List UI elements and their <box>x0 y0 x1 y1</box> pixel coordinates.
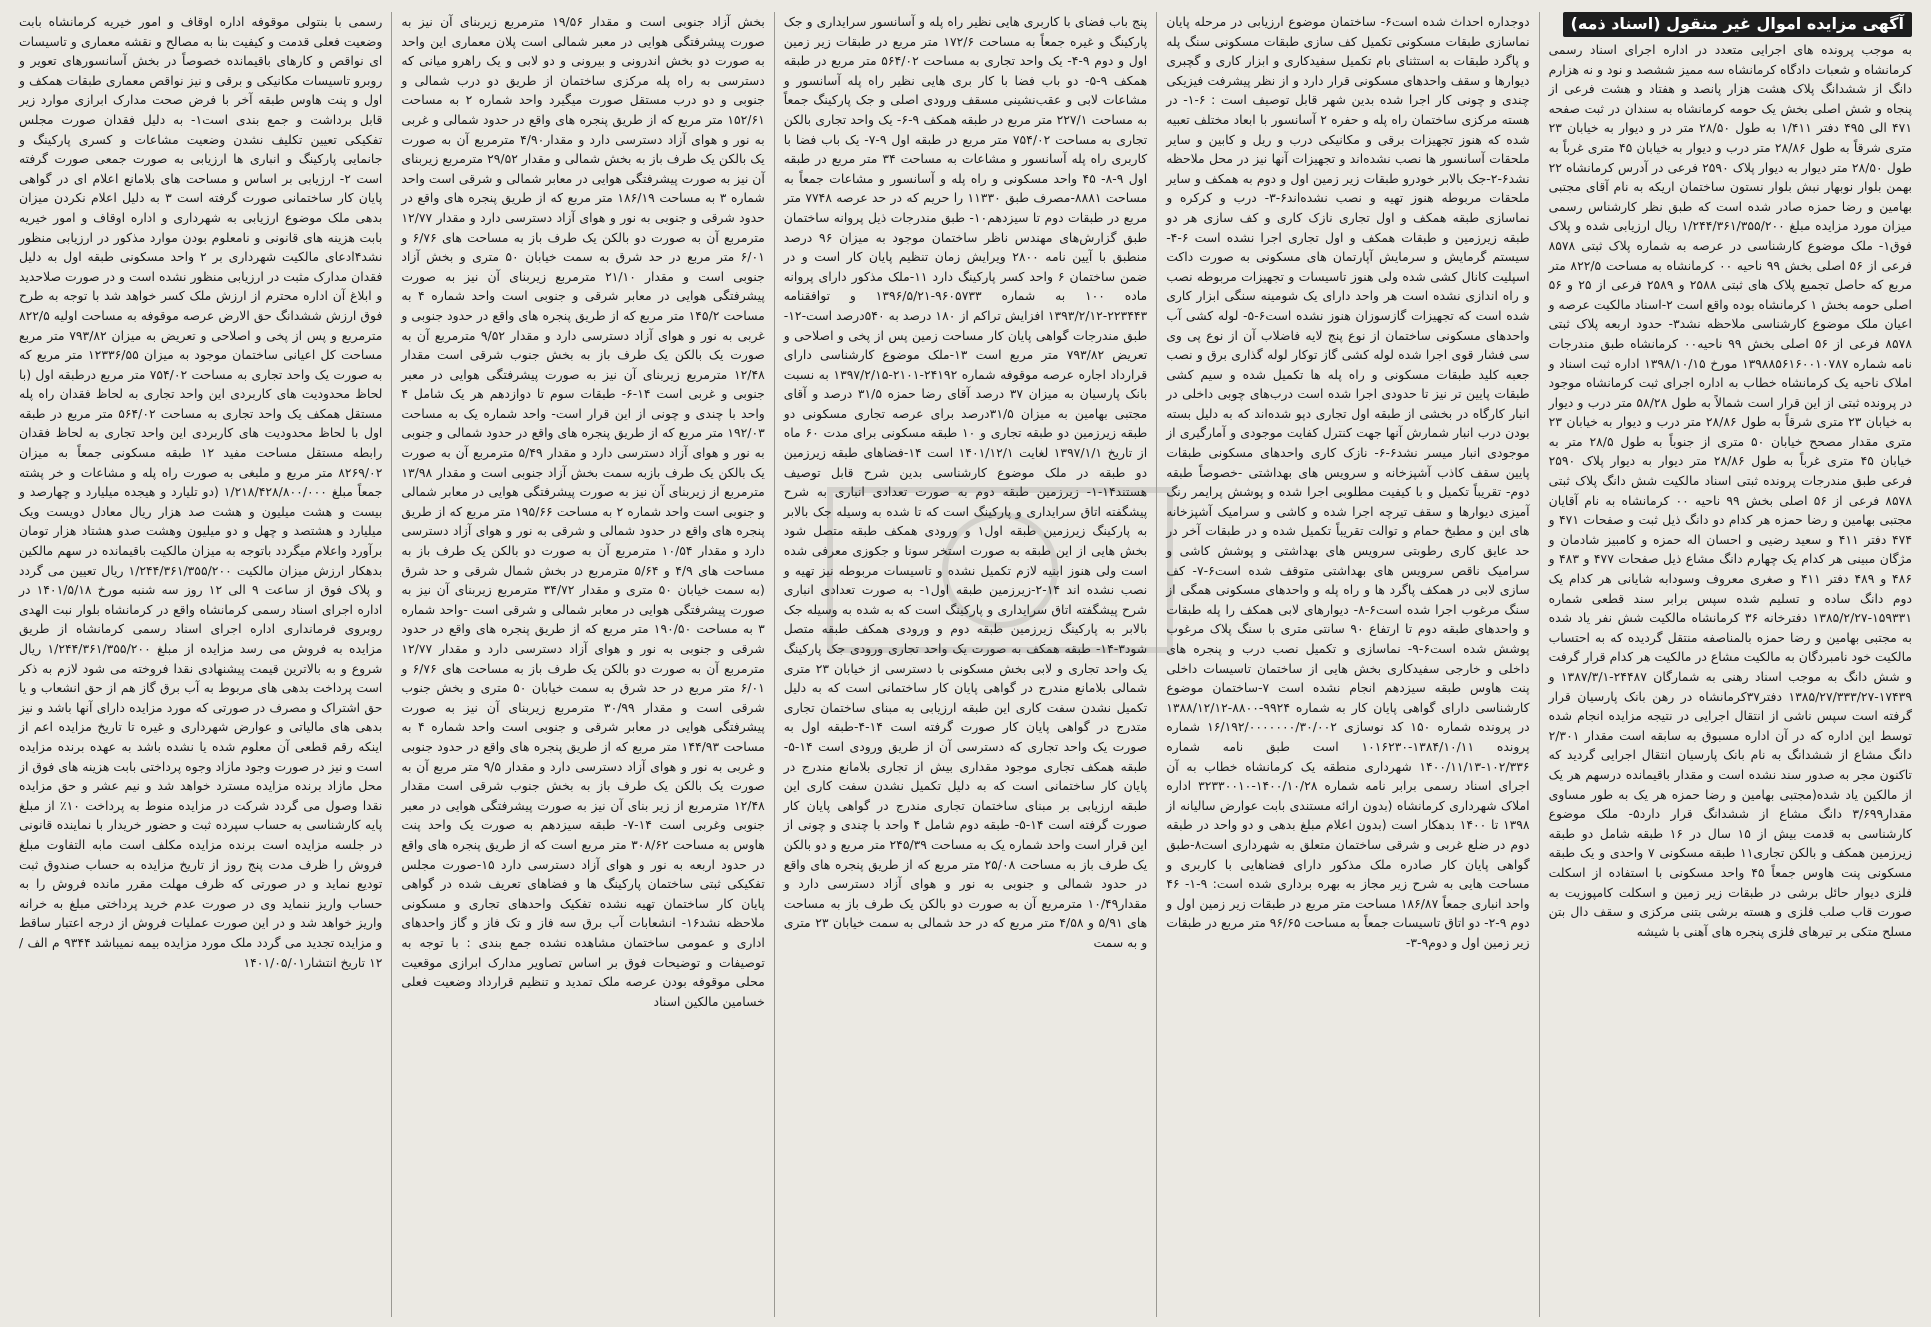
notice-columns <box>10 12 1921 1317</box>
column-5 <box>10 12 391 1317</box>
column-text: بخش آزاد جنوبی است و مقدار ۱۹/۵۶ مترمربع زیربنای آن نیز به صورت پیشرفتگی هوایی در معبر شمالی است پلان معماری این واحد به صورت دو بخش اندرونی و بیرونی و دو لابی و یک راهرو میانی که دسترسی به راه پله مرکزی ساختمان از طریق دو درب شمالی و جنوبی و دو درب مستقل صورت میگیرد واحد شماره ۲ به مساحت ۱۵۲/۶۱ متر مربع که از طریق پنجره های واقع در حدود شمالی و غربی به نور و هوای آزاد دسترسی دارد و مقدار۴/۹۰ مترمربع آن به صورت یک بالکن یک طرف باز به بخش شمالی و مقدار ۲۹/۵۲ مترمربع زیربنای آن نیز به صورت پیشرفتگی هوایی در معابر شمالی و شرقی است واحد شماره ۳ به مساحت ۱۸۶/۱۹ متر مربع که از طریق پنجره های واقع در حدود شرقی و جنوبی به نور و هوای آزاد دسترسی دارد و مقدار ۱۲/۷۷ مترمربع آن به صورت دو بالکن یک طرف باز به مساحت های ۶/۷۶ و ۶/۰۱ متر مربع در حد شرق به سمت خیابان ۵۰ متری و بخش آزاد جنوبی است و مقدار ۲۱/۱۰ مترمربع زیربنای آن نیز به صورت پیشرفتگی هوایی در معابر شرقی و جنوبی است واحد شماره ۴ به مساحت ۱۴۵/۲ متر مربع که از طریق پنجره های واقع در حدود جنوبی و غربی به نور و هوای آزاد دسترسی دارد و مقدار ۹/۵۲ مترمربع آن به صورت یک بالکن یک طرف باز به بخش جنوب شرقی است مقدار ۱۲/۴۸ مترمربع زیربنای آن نیز به صورت پیشرفتگی هوایی در معبر جنوبی و غربی است ۱۴-۶- طبقات سوم تا دوازدهم هر یک شامل ۴ واحد با چندی و چونی از این قرار است- واحد شماره یک به مساحت ۱۹۲/۰۳ متر مربع که از طریق پنجره های واقع در حدود شمالی و جنوبی به نور و هوای آزاد دسترسی دارد و مقدار ۵/۴۹ مترمربع آن به صورت یک بالکن یک طرف بازبه سمت بخش آزاد جنوبی است و مقدار ۱۳/۹۸ مترمربع از زیربنای آن نیز به صورت پیشرفتگی هوایی در معابر شمالی و جنوبی است واحد شماره ۲ به مساحت ۱۹۵/۶۶ متر مربع که از طریق پنجره های واقع در حدود شمالی و شرقی به نور و هوای آزاد دسترسی دارد و مقدار ۱۰/۵۴ مترمربع آن به صورت دو بالکن یک طرف باز به مساحت های ۴/۹ و ۵/۶۴ مترمربع در بخش شمال شرقی و حد شرق (به سمت خیابان ۵۰ متری و مقدار ۳۴/۷۲ مترمربع زیربنای آن نیز به صورت پیشرفتگی هوایی در معابر شمالی و شرقی است -واحد شماره ۳ به مساحت ۱۹۰/۵۰ متر مربع که از طریق پنجره های واقع در حدود شرقی و جنوبی به نور و هوای آزاد دسترسی دارد و مقدار ۱۲/۷۷ مترمربع آن به صورت دو بالکن یک طرف باز به مساحت های ۶/۷۶ و ۶/۰۱ متر مربع در حد شرق به سمت خیابان ۵۰ متری و بخش جنوب شرقی است و مقدار ۳۰/۹۹ مترمربع زیربنای آن نیز به صورت پیشرفتگی هوایی در معابر شرقی و جنوبی است واحد شماره ۴ به مساحت ۱۴۴/۹۳ متر مربع که از طریق پنجره های واقع در حدود جنوبی و غربی به نور و هوای آزاد دسترسی دارد و مقدار ۹/۵ متر مربع آن به صورت یک بالکن یک طرف باز به بخش جنوب شرقی است مقدار ۱۲/۴۸ مترمربع از زیر بنای آن نیز به صورت پیشرفتگی هوایی در معبر جنوبی وغربی است ۱۴-۷- طبقه سیزدهم به صورت یک واحد پنت هاوس به مساحت ۳۰۸/۶۲ متر مربع است که از طریق پنجره های واقع در حدود اربعه به نور و هوای آزاد دسترسی دارد ۱۵-صورت مجلس تفکیکی ثبتی ساختمان پارکینگ ها و فضاهای تعریف شده در گواهی پایان کار ساختمان تهیه نشده تفکیک واحدهای تجاری و مسکونی ملاحظه نشد۱۶- انشعابات آب برق سه فاز و تک فاز و گاز واحدهای اداری و عمومی ساختمان مشاهده نشده جمع بندی : با توجه به توصیفات و توضیحات فوق بر اساس تصاویر مدارک ابرازی موقعیت محلی موقوفه بودن عرصه ملک تمدید و تنظیم قرارداد وضعیت فعلی خسامین مالکین اسناد <box>401 14 765 1009</box>
column-text: رسمی با بنتولی موقوفه اداره اوقاف و امور خیریه کرمانشاه بابت وضعیت فعلی قدمت و کیفیت بنا به مصالح و نقشه معماری و تاسیسات ای نواقص و کارهای باقیمانده خصوصاً در بخش آسانسورهای تعویر و روبرو تاسیسات مکانیکی و برقی و نیز نواقص معماری طبقات همکف و اول و پنت هاوس طبقه آخر با فرض صحت مدارک ابرازی موارد زیر قابل برداشت و جمع بندی است۱- به دلیل فقدان صورت مجلس تفکیکی تعیین تکلیف نشدن وضعیت مشاعات و کسری پارکینگ و جانمایی پارکینگ و انباری ها ارزیابی به صورت جمعی صورت گرفته است ۲- ارزیابی بر اساس و مساحت های بلامانع اعلام ای در گواهی پایان کار ساختمانی صورت گرفته است ۳ به دلیل اعلام نکردن میزان بدهی ملک موضوع ارزیابی به شهرداری و اداره اوقاف و امور خیریه بابت هزینه های قانونی و نامعلوم بودن موارد مذکور در ارزیابی منظور نشد۴ادعای مالکیت شهرداری بر ۲ واحد مسکونی طبقه اول به دلیل فقدان مدارک مثبت در ارزیابی منظور نشده است و در صورت صلاحدید و ابلاغ آن اداره محترم از ارزش ملک کسر خواهد شد با توجه به طرح فوق ارزش ششدانگ حق الارض عرصه موقوفه به مساحت اولیه ۸۲۲/۵ مترمربع و پس از پخی و اصلاحی و تعریض به میزان ۷۹۳/۸۲ متر مربع مساحت کل اعیانی ساختمان موجود به میزان ۱۲۳۳۶/۵۵ متر مربع که به صورت یک واحد تجاری به مساحت ۷۵۴/۰۲ متر مربع درطبقه اول (با لحاظ محدودیت های کاربردی این واحد تجاری به لحاظ فقدان راه پله مستقل همکف یک واحد تجاری به مساحت ۵۶۴/۰۲ متر مربع در طبقه اول با لحاظ محدودیت های کاربردی این واحد تجاری به لحاظ فقدان رابطه مستقل مساحت مفید ۱۲ طبقه مسکونی جمعاً به میزان ۸۲۶۹/۰۲ متر مربع و ملبغی به صورت راه پله و مشاعات و خر پشته جمعاً مبلغ ۱/۲۱۸/۴۲۸/۸۰۰/۰۰۰ (دو تلیارد و هیجده میلیارد و چهارصد و بیست و هشت میلیون و هشت صد هزار ریال معادل دویست ویک میلیارد و هشتصد و چهل و دو میلیون وهشت صدو هشتاد هزار تومان برآورد واعلام میگردد باتوجه به میزان مالکیت باقیمانده در سهم مالکین بدهکار ارزش میزان مالکیت ۱/۲۴۴/۳۶۱/۳۵۵/۲۰۰ ریال تعیین می گردد و پلاک فوق از ساعت ۹ الی ۱۲ روز سه شنبه مورخ ۱۴۰۱/۵/۱۸ در اداره اجرای اسناد رسمی کرمانشاه واقع در کرمانشاه بلوار نبت الهدی روبروی فرمانداری اداره اجرای اسناد رسمی کرمانشاه از طریق مزایده به فروش می رسد مزایده از مبلغ ۱/۲۴۴/۳۶۱/۳۵۵/۲۰۰ ریال شروع و به بالاترین قیمت پیشنهادی نقدا فروخته می شود لازم به ذکر است پرداخت بدهی های مربوط به آب برق گاز هم از حق انشعاب و یا حق اشتراک و مصرف در صورتی که مورد مزایده دارای آنها باشد و نیز بدهی های مالیاتی و عوارض شهرداری و غیره تا تاریخ مزایده اعم از اینکه رقم قطعی آن معلوم شده یا نشده باشد به عهده برنده مزایده است و نیز در صورت وجود مازاد وجوه پرداختی بابت هزینه های فوق از محل مازاد برنده مزایده مسترد خواهد شد و نیم عشر و حق مزایده نقدا وصول می گردد شرکت در مزایده منوط به پرداخت ۱۰٪ از مبلغ پایه کارشناسی به حساب سپرده ثبت و حضور خریدار با نماینده قانونی در جلسه مزایده است برنده مزایده مکلف است مابه التفاوت مبلغ فروش را ظرف مدت پنج روز از تاریخ مزایده به حساب صندوق ثبت تودیع نماید و در صورتی که ظرف مهلت مقرر مانده فروش را به حساب واریز ننماید وی در صورت عدم خرید پرداختی مبلغ به خرانه واریز خواهد شد و در این صورت عملیات فروش از درجه اعتبار ساقط و مزایده تجدید می گردد ملک مورد مزایده بیمه نمیباشد ۹۳۴۴ م الف / ۱۲ تاریخ انتشار۱۴۰۱/۰۵/۰۱ <box>18 14 383 970</box>
notice-title: آگهی مزایده اموال غیر منقول (اسناد ذمه) <box>1563 12 1912 37</box>
column-text: به موجب پرونده های اجرایی متعدد در اداره اجرای اسناد رسمی کرمانشاه و شعبات دادگاه کرمانشاه سه ممیز ششصد و نود و نه هزارم دانگ از ششدانگ پلاک هشت هزار پانصد و هفتاد و هشت فرعی از پنجاه و شش اصلی بخش یک حومه کرمانشاه به سندان در ثبت صفحه ۴۷۱ الی ۴۹۵ دفتر ۱/۴۱۱ به طول ۲۸/۵۰ متر در و دیوار به خیابان ۲۳ متری شرقاً به طول ۲۸/۸۶ متر درب و دیوار به خیابان ۴۵ متری غرباً به طول ۲۸/۵۰ متر دیوار به دیوار پلاک ۲۵۹۰ فرعی در آدرس کرمانشاه ۲۲ بهمن بلوار نوبهار نبش بلوار نستون ساختمان اریکه به نام آقای مجتبی بهامین و رضا حمزه صادر شده است که طبق نظر کارشناس رسمی میزان مورد مزایده مبلغ ۱/۲۴۴/۳۶۱/۳۵۵/۲۰۰ ریال ارزیابی شده و پلاک فوق۱- ملک موضوع کارشناسی در عرصه به شماره پلاک ثبتی ۸۵۷۸ فرعی از ۵۶ اصلی بخش ۹۹ ناحیه ۰۰ کرمانشاه به مساحت ۸۲۲/۵ متر مربع که حاصل تجمیع پلاک های ثبتی ۲۵۸۸ و ۲۵۸۹ فرعی از ۲۵ و ۵۶ اصلی حومه بخش ۱ کرمانشاه بوده واقع است ۲-اسناد مالکیت عرصه و اعیان ملک موضوع کارشناسی ملاحظه نشد۳- حدود اربعه پلاک ثبتی ۸۵۷۸ فرعی از ۵۶ اصلی بخش ۹۹ ناحیه۰۰ کرمانشاه طبق مندرجات نامه شماره ۱۳۹۸۸۵۶۱۶۰۰۱۰۷۸۷ مورخ ۱۳۹۸/۱۰/۱۵ اداره ثبت اسناد و املاک ناحیه یک کرمانشاه خطاب به اداره اجرای ثبت کرمانشاه موجود در پرونده ثبتی از این قرار است شمالاً به طول ۵۸/۲۸ متر درب و دیوار به خیابان ۲۳ متری شرقاً به طول ۲۸/۸۶ متر درب و دیوار به خیابان ۲۳ متری مقدار مصحح خیابان ۵۰ متری از جنوباً به طول ۲۸/۵ متر به خیابان ۴۵ متری غرباً به طول ۲۸/۸۶ متر دیوار به دیوار پلاک ۲۵۹۰ فرعی طبق مندرجات پرونده ثبتی اسناد مالکیت شش دانگ پلاک ثبتی ۸۵۷۸ فرعی از ۵۶ اصلی بخش ۹۹ ناحیه ۰۰ کرمانشاه به نام آقایان مجتبی بهامین و رضا حمزه هر کدام دو دانگ ذیل ثبت و صفحات ۴۷۱ و ۴۷۴ دفتر ۴۱۱ و سعید رضیی و احسان اله حمزه و کامبیز شادمان و مژگان مبینی هر کدام یک چهارم دانگ مشاع ذیل صفحات ۴۷۷ و ۴۸۳ و ۴۸۶ و ۴۸۹ دفتر ۴۱۱ و صغری معروف وسودابه شایانی هر کدام یک دوم دانگ ساده و تسلیم شده سپس برابر سند قطعی شماره ۱۵۹۳۳۱-۱۳۸۵/۲/۲۷ دفترخانه ۳۶ کرمانشاه مالکیت شش نفر یاد شده به مجتبی بهامین و رضا حمزه بالمناصفه منتقل گردیده که به احتساب مالکیت خود نامبردگان به مالکیت مشاع در مالکیت هر کدام قرار گرفت و شش دانگ به موجب اسناد رهنی به شمارگان ۲۴۴۸۷-۱۳۸۷/۳/۱ و ۱۷۴۳۹-۱۳۸۵/۲۷/۳۳۳/۲۷ دفتر۳۷کرمانشاه در رهن بانک پارسیان قرار گرفته است سپس ناشی از انتقال اجرایی در نتیجه مزایده انجام شده توسط این اداره که در آن اداره مسبوق به سابقه است مقدار ۲/۳۰۱ دانگ مشاع از ششدانگ به نام بانک پارسیان انتقال اجرایی گردید که تاکنون مجر به صدور سند نشده است و مقدار باقیمانده درسهم هر یک از مالکین یاد شده(مجتبی بهامین و رضا حمزه هر یک به طور مساوی مقدار۳/۶۹۹ دانگ مشاع از ششدانگ قرار دارد۵- ملک موضوع کارشناسی به قدمت بیش از ۱۵ سال در ۱۶ طبقه شامل دو طبقه زیرزمین همکف و بالکن تجاری۱۱ طبقه مسکونی ۷ واحدی و یک طبقه مسکونی پنت هاوس جمعاً ۴۵ واحد مسکونی با استفاده از اسکلت فلزی دیوار حائل برشی در طبقات زیر زمین و اسکلت کامپوزیت به صورت قاب صلب فلزی و هسته برشی بتنی مرکزی و سقف دال بتن مسلح متکی بر تیرهای فلزی پنجره های آهنی با شیشه <box>1548 42 1913 939</box>
column-4 <box>391 12 773 1317</box>
column-1 <box>1539 12 1921 1317</box>
column-text: پنج باب فضای با کاربری هایی نظیر راه پله و آسانسور سرایداری و جک پارکینگ و غیره جمعاً به مساحت ۱۷۲/۶ متر مربع در طبقات زیر زمین اول و دوم ۹-۴- یک واحد تجاری به مساحت ۵۶۴/۰۲ متر مربع در طبقه همکف ۹-۵- دو باب فضا با کار بری هایی نظیر راه پله آسانسور و مشاعات لابی و عقب‌نشینی مسقف ورودی اصلی و جک پارکینگ جمعاً به مساحت ۲۲۷/۱ متر مربع در طبقه همکف ۹-۶- یک واحد تجاری بالکن تجاری به مساحت ۷۵۴/۰۲ متر مربع در طبقه اول ۹-۷- یک باب فضا با کاربری راه پله آسانسور و مشاعات به مساحت ۳۴ متر مربع در طبقه اول ۹-۸- ۴۵ واحد مسکونی و راه پله و آسانسور و مشاعات جمعاً به مساحت ۸۸۸۱-مصرف طبق ۱۱۳۳۰ را حریم که در حد عرصه ۷۷۴۸ متر مربع در طبقات دوم تا سیزدهم۱۰- طبق مندرجات ذیل پروانه ساختمان طبق گزارش‌های مهندس ناظر ساختمان موجود به میزان ۹۶ درصد منطبق با آیین نامه ۲۸۰۰ ویرایش زمان تنظیم پایان کار است و در ضمن ساختمان ۶ واحد کسر پارکینگ دارد ۱۱-ملک مذکور دارای پروانه ماده ۱۰۰ به شماره ۹۶۰۵۷۳۳-۱۳۹۶/۵/۲۱ و توافقنامه ۲۲۳۴۴۳-۱۳۹۳/۲/۱۲ افزایش تراکم از ۱۸۰ درصد به ۵۴۰درصد است-۱۲- طبق مندرجات گواهی پایان کار مساحت زمین پس از پخی و اصلاحی و تعریض ۷۹۳/۸۲ متر مربع است ۱۳-ملک موضوع کارشناسی دارای قرارداد اجاره عرصه موقوفه شماره ۲۴۱۹۲-۲۱۰۱-۱۳۹۷/۲/۱۵ به نسبت بانک پارسیان به میزان ۳۷ درصد آقای رضا حمزه ۳۱/۵ درصد و آقای مجتبی بهامین به میزان ۳۱/۵درصد برای عرصه تجاری مسکونی دو طبقه زیرزمین دو طبقه تجاری و ۱۰ طبقه مسکونی برای مدت ۶۰ ماه از تاریخ ۱۳۹۷/۱/۱ لغایت ۱۴۰۱/۱۲/۱ است ۱۴-فضاهای طبقه زیرزمین دو طبقه در ملک موضوع کارشناسی بدین شرح قابل توصیف هستند۱۴-۱- زیرزمین طبقه دوم به صورت تعدادی انباری به شرح پیشگفته اتاق سرایداری و پارکینگ است که تا شده به وسیله جک بالابر به پارکینگ زیرزمین طبقه اول۱ و ورودی همکف طبقه متصل شود بخش هایی از این طبقه به صورت استخر سونا و جکوزی معرفی شده است ولی هنوز ابنیه لازم تکمیل نشده و تاسیسات مربوطه نیز تهیه و نصب نشده اند ۱۴-۲-زیرزمین طبقه اول۱- به صورت تعدادی انباری شرح پیشگفته اتاق سرایداری و پارکینگ است که به شده به وسیله جک بالابر به پارکینگ زیرزمین طبقه دوم و ورودی همکف طبقه متصل شود۳-۱۴- طبقه همکف به صورت یک واحد تجاری ورودی جک پارکینگ یک واحد تجاری و لابی بخش مسکونی با دسترسی از خیابان ۲۳ متری شمالی بلامانع مندرج در گواهی پایان کار ساختمانی است که به دلیل تکمیل نشدن سفت کاری این طبقه ارزیابی به مبنای ساختمان تجاری متدرج در گواهی پایان کار صورت گرفته است ۱۴-۴-طبقه اول به صورت یک واحد تجاری که دسترسی آن از طریق ورودی است ۱۴-۵- طبقه همکف تجاری موجود مقداری بیش از تجاری بلامانع مندرج در پایان کار ساختمانی است که به دلیل تکمیل نشدن سفت کاری این طبقه ارزیابی بر مبنای ساختمان تجاری مندرج در گواهی پایان کار صورت گرفته است ۱۴-۵- طبقه دوم شامل ۴ واحد با چندی و چونی از این قرار است واحد شماره یک به مساحت ۲۴۵/۳۹ متر مربع و دو بالکن یک طرف باز به مساحت ۲۵/۰۸ متر مربع که از طریق پنجره های واقع در حدود شمالی و جنوبی به نور و هوای آزاد دسترسی دارد و مقدار۱۰/۴۹ مترمربع آن به صورت دو بالکن یک طرف باز به مساحت های ۵/۹۱ و ۴/۵۸ متر مربع که در حد شمالی به سمت خیابان ۲۳ متری و به سمت <box>783 14 1148 950</box>
column-3 <box>774 12 1156 1317</box>
column-text: دوجداره احداث شده است۶- ساختمان موضوع ارزیابی در مرحله پایان نماسازی طبقات مسکونی تکمیل کف سازی طبقات مسکونی سنگ پله و پاگرد طبقات به استثنای بام تکمیل سفیدکاری و ابزار کاری و گچبری دیوارها و سقف واحدهای مسکونی قرار دارد و از نظر پیشرفت فیزیکی چندی و چونی کار اجرا شده بدین شهر قابل توصیف است : ۶-۱- در هسته مرکزی ساختمان راه پله و حفره ۲ آسانسور با ابعاد مختلف تعبیه شده که هنوز تجهیزات برقی و مکانیکی درب و ریل و کابین و سایر ملحقات آسانسور ها نصب نشده‌اند و تجهیزات آنها نیز در محل ملاحظه نشد۶-۲-جک بالابر خودرو طبقات زیر زمین اول و دوم به همکف و سایر ملحقات مربوطه هنوز تهیه و نصب نشده‌اند۶-۳- درب و کرکره و نماسازی طبقه همکف و اول تجاری نازک کاری و کف سازی هر دو طبقه زیرزمین و طبقات همکف و اول تجاری اجرا نشده است ۶-۴- سیستم گرمایش و سرمایش آپارتمان های مسکونی به صورت داکت اسپلیت کانال کشی شده ولی هنوز تاسیسات و تجهیزات مربوطه نصب و راه اندازی نشده است هر واحد دارای یک شومینه سنگی ابزار کاری شده است که تجهیزات گازسوزان هنوز نشده است۶-۵- لوله کشی آب واحدهای مسکونی ساختمان از نوع پنج لایه فاضلاب آن از نوع پی وی سی فشار قوی اجرا شده لوله کشی گاز توکار لوله گذاری برق و نصب جعبه کلید طبقات مسکونی و راه پله ها تکمیل شده و سیم کشی طبقات پایین تر نیز تا حدودی اجرا شده است درب‌های چوبی داخلی در انبار کارگاه در بخشی از طبقه اول تجاری دپو شده‌اند که به دلیل بسته بودن درب انبار شمارش آنها جهت کنترل کفایت موجودی و آمارگیری از موجودی انبار میسر نشد۶-۶- نازک کاری واحدهای مسکونی طبقات پایین سقف کاذب آشپزخانه و سرویس های بهداشتی -خصوصاً طبقه دوم- تقریباً تکمیل و با کیفیت مطلوبی اجرا شده و پوشش پرایمر رنگ آمیزی دیوارها و سقف تیرچه اجرا شده و کاشی و سرامیک آشپزخانه های این و مطبخ حمام و توالت تقریباً تکمیل شده و در طبقات آخر در حد عایق کاری رطوبتی سرویس های بهداشتی و پوشش کاشی و سرامیک ناقص سرویس های بهداشتی متوقف شده است۶-۷- کف سازی لابی در همکف پاگرد ها و راه پله و واحدهای مسکونی همگی از سنگ مرغوب اجرا شده است۶-۸- دیوارهای لابی همکف را پله طبقات و واحدهای طبقه دوم تا ارتفاع ۹۰ سانتی متری با سنگ پلاک مرغوب پوشش شده است۶-۹- نماسازی و تکمیل نصب درب و پنجره های داخلی و خارجی سفیدکاری بخش هایی از ساختمان تاسیسات داخلی پنت هاوس طبقه سیزدهم انجام نشده است ۷-ساختمان موضوع کارشناسی دارای گواهی پایان کار به شماره ۹۹۲۴-۸۸۰۰-۱۳۸۸/۱۲/۱۲ در پرونده شماره ۱۵۰ کد نوسازی ۱۶/۱۹۲/۰۰۰۰۰۰۰/۳۰/۰۰۲ شماره پرونده ۱۳۸۴/۱۰/۱۱-۱۰۱۶۲۳۰ است طبق نامه شماره ۱۰۲/۳۳۶-۱۴۰۰/۱۱/۱۳ شهرداری منطقه یک کرمانشاه خطاب به آن اجرای اسناد رسمی برابر نامه شماره ۱۴۰۰/۱۰/۲۸-۳۲۳۳۰۰۱۰ اداره املاک شهرداری کرمانشاه (بدون ارائه مستندی بابت عوارض سالیانه از ۱۳۹۸ تا ۱۴۰۰ بدهکار است (بدون اعلام مبلغ بدهی و دو واحد در طبقه دوم در ضلع غربی و شرقی ساختمان متعلق به شهرداری است۸-طبق گواهی پایان کار صادره ملک مذکور دارای فضاهایی با کاربری و مساحت هایی به شرح زیر مجاز به بهره برداری شده است: ۹-۱- ۴۶ واحد انباری جمعاً ۱۸۶/۸۷ مساحت متر مربع در طبقات زیر زمین اول و دوم ۹-۲- دو اتاق تاسیسات جمعاً به مساحت ۹۶/۶۵ متر مربع در طبقات زیر زمین اول و دوم۹-۳- <box>1166 14 1530 950</box>
column-2 <box>1156 12 1538 1317</box>
